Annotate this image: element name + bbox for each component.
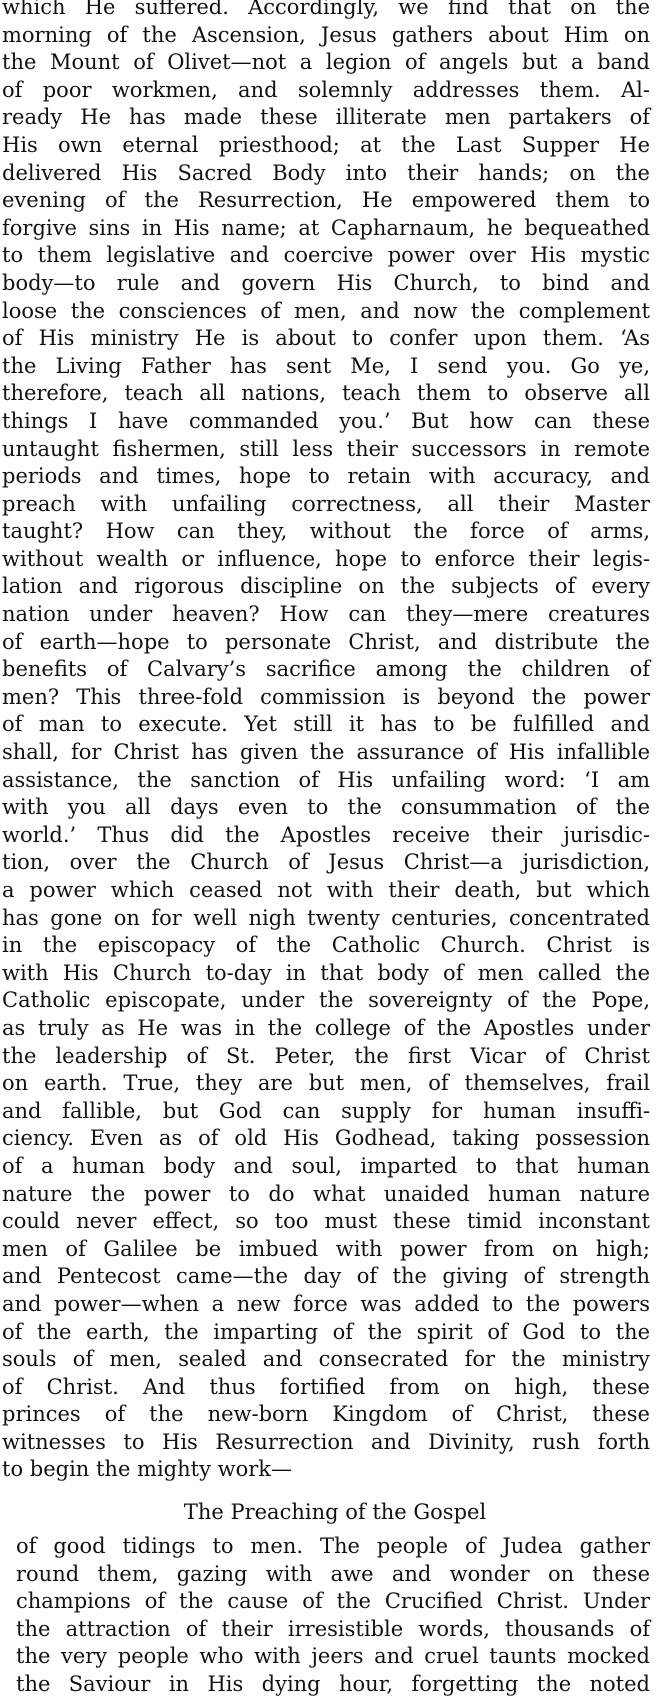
text-line: delivered His Sacred Body into their hands; on the — [2, 160, 650, 185]
text-line: of His ministry He is about to confer upon them. ‘As — [2, 326, 650, 351]
text-line: with you all days even to the consummation of the — [2, 795, 650, 820]
text-line: the Mount of Olivet—not a legion of angels but a band — [2, 50, 650, 75]
text-line: princes of the new-born Kingdom of Christ, these — [2, 1402, 650, 1427]
text-line: therefore, teach all nations, teach them to observe all — [2, 381, 650, 406]
text-line: and power—when a new force was added to the powers — [2, 1291, 650, 1316]
text-line: the Saviour in His dying hour, forgetting the noted — [16, 1672, 650, 1697]
text-line: things I have commanded you.’ But how can these — [2, 408, 650, 433]
text-line: could never effect, so too must these timid inconstant — [2, 1209, 650, 1234]
text-line: of good tidings to men. The people of Judea gather — [16, 1534, 650, 1559]
text-line: has gone on for well nigh twenty centuries, concentrated — [2, 905, 650, 930]
text-line: on earth. True, they are but men, of themselves, frail — [2, 1071, 650, 1096]
text-line: the attraction of their irresistible words, thousands of — [16, 1616, 650, 1641]
text-line: of a human body and soul, imparted to that human — [2, 1153, 650, 1178]
text-line: champions of the cause of the Crucified Christ. Under — [16, 1589, 650, 1614]
text-line: of earth—hope to personate Christ, and distribute the — [2, 629, 650, 654]
text-line: untaught fishermen, still less their successors in remote — [2, 436, 650, 461]
text-line: and Pentecost came—the day of the giving of strength — [2, 1264, 650, 1289]
text-line: of the earth, the imparting of the spirit of God to the — [2, 1319, 650, 1344]
text-line: forgive sins in His name; at Capharnaum, he bequeathed — [2, 215, 650, 240]
text-line: in the episcopacy of the Catholic Church. Christ is — [2, 933, 650, 958]
text-line: nation under heaven? How can they—mere creatures — [2, 602, 650, 627]
text-line: His own eternal priesthood; at the Last Supper He — [2, 132, 650, 157]
text-line: lation and rigorous discipline on the subjects of every — [2, 574, 650, 599]
text-line: body—to rule and govern His Church, to bind and — [2, 270, 650, 295]
text-line: to them legislative and coercive power over His mystic — [2, 243, 650, 268]
text-line: loose the consciences of men, and now the complement — [2, 298, 650, 323]
text-line: to begin the mighty work— — [2, 1457, 293, 1482]
text-line: benefits of Calvary’s sacrifice among the children of — [2, 657, 650, 682]
text-line: with His Church to-day in that body of men called the — [2, 960, 650, 985]
text-line: taught? How can they, without the force of arms, — [2, 519, 650, 544]
text-line: of man to execute. Yet still it has to be fulfilled and — [2, 712, 650, 737]
text-line: ready He has made these illiterate men partakers of — [2, 105, 650, 130]
text-line: ciency. Even as of old His Godhead, taking possession — [2, 1126, 650, 1151]
text-line: without wealth or influence, hope to enforce their legis- — [2, 546, 650, 571]
text-line: souls of men, sealed and consecrated for the ministry — [2, 1347, 650, 1372]
text-line: world.’ Thus did the Apostles receive their jurisdic- — [2, 822, 650, 847]
text-line: nature the power to do what unaided human nature — [2, 1181, 650, 1206]
text-line: Catholic episcopate, under the sovereignty of the Pope, — [2, 988, 650, 1013]
section-heading: The Preaching of the Gospel — [183, 1500, 487, 1525]
text-line: witnesses to His Resurrection and Divinity, rush forth — [2, 1429, 650, 1454]
text-line: the very people who with jeers and cruel taunts mocked — [16, 1644, 650, 1669]
paragraph-after-heading — [0, 1533, 658, 1699]
text-line: evening of the Resurrection, He empowered them to — [2, 188, 650, 213]
text-line: of Christ. And thus fortified from on high, these — [2, 1374, 650, 1399]
text-line: shall, for Christ has given the assurance of His infallible — [2, 740, 650, 765]
text-line: round them, gazing with awe and wonder on these — [16, 1561, 650, 1586]
text-line: the leadership of St. Peter, the first Vicar of Christ — [2, 1043, 650, 1068]
text-line: preach with unfailing correctness, all their Master — [2, 491, 650, 516]
text-line: of poor workmen, and solemnly addresses them. Al- — [2, 77, 650, 102]
text-line: and fallible, but God can supply for human insuffi- — [2, 1098, 650, 1123]
text-line: morning of the Ascension, Jesus gathers about Him on — [2, 22, 650, 47]
text-line: men of Galilee be imbued with power from on high; — [2, 1236, 650, 1261]
text-line: which He suffered. Accordingly, we find that on the — [2, 0, 650, 19]
text-line: assistance, the sanction of His unfailing word: ‘I am — [2, 767, 650, 792]
text-line: the Living Father has sent Me, I send you. Go ye, — [2, 353, 650, 378]
text-line: as truly as He was in the college of the Apostles under — [2, 1015, 650, 1040]
text-line: tion, over the Church of Jesus Christ—a jurisdiction, — [2, 850, 650, 875]
text-line: men? This three-fold commission is beyond the power — [2, 684, 650, 709]
text-line: periods and times, hope to retain with accuracy, and — [2, 464, 650, 489]
text-line: a power which ceased not with their death, but which — [2, 878, 650, 902]
